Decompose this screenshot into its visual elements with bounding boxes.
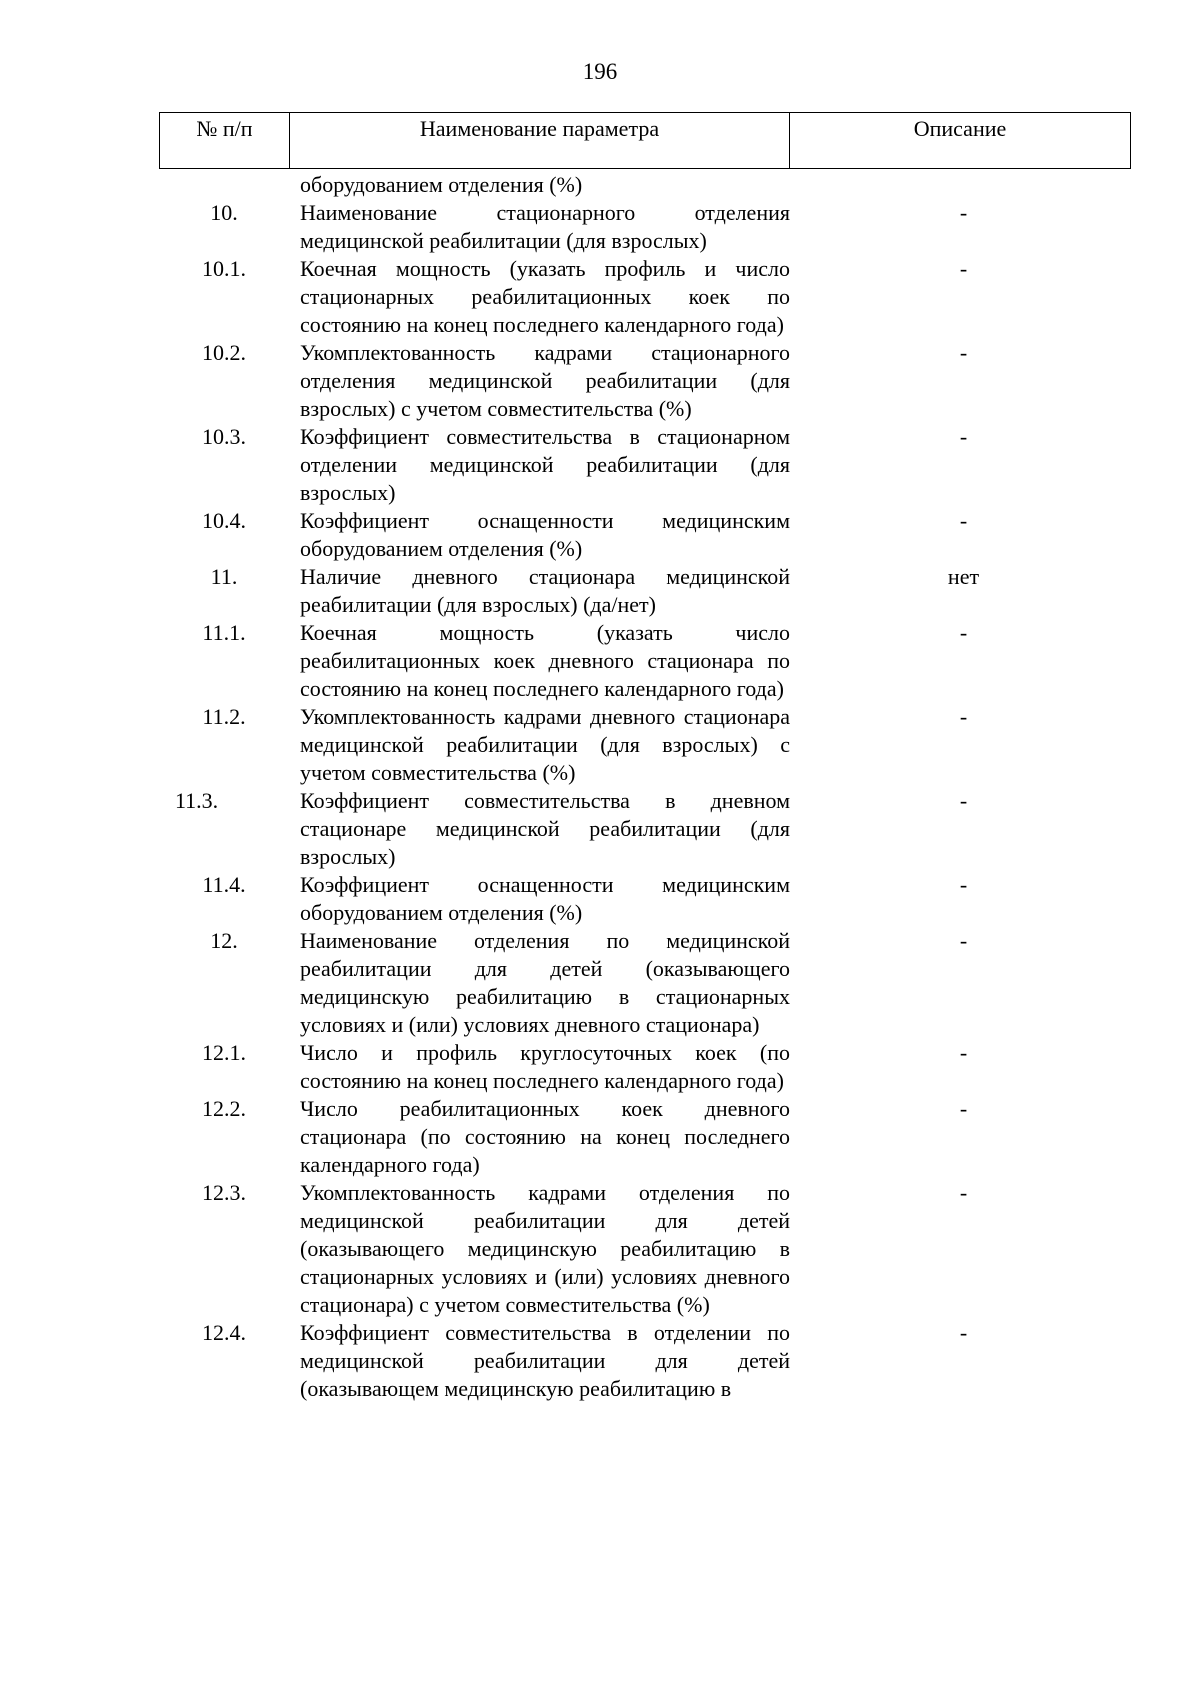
row-desc: - (959, 508, 968, 533)
row-name: Коэффициент оснащенности медицинским оборудованием отделения (%) (300, 508, 790, 561)
row-name: Укомплектованность кадрами дневного стационара медицинской реабилитации (для взрослых) с учетом совместительства (%) (300, 704, 790, 785)
row-desc: - (959, 1180, 968, 1205)
header-num: № п/п (160, 113, 290, 168)
table-row (159, 423, 1131, 507)
table-row (159, 339, 1131, 423)
page-number: 196 (582, 59, 618, 84)
table-header (159, 112, 1131, 169)
row-num: 10.4. (202, 508, 246, 533)
row-num: 11. (210, 564, 238, 589)
table-row (159, 1319, 1131, 1403)
row-name: Коэффициент совместительства в отделении по медицинской реабилитации для детей (оказывающем медицинскую реабилитацию в (300, 1320, 790, 1401)
row-num: 10.1. (202, 256, 246, 281)
row-desc: - (959, 928, 968, 953)
table-row (159, 1039, 1131, 1095)
table-row (159, 619, 1131, 703)
row-name: Коэффициент совместительства в дневном стационаре медицинской реабилитации (для взрослых) (300, 788, 790, 869)
row-num: 12. (210, 928, 238, 953)
row-name: Коечная мощность (указать профиль и число стационарных реабилитационных коек по состоянию на конец последнего календарного года) (300, 256, 790, 337)
table-row (159, 1095, 1131, 1179)
row-desc: - (959, 872, 968, 897)
table-row (159, 927, 1131, 1039)
row-num: 10.2. (202, 340, 246, 365)
row-desc: - (959, 788, 968, 813)
row-num: 11.2. (202, 704, 246, 729)
row-num: 12.3. (202, 1180, 246, 1205)
row-desc: - (959, 1096, 968, 1121)
row-name: Коэффициент оснащенности медицинским оборудованием отделения (%) (300, 872, 790, 925)
table-row (159, 787, 1131, 871)
row-name: Укомплектованность кадрами стационарного отделения медицинской реабилитации (для взрослых) с учетом совместительства (%) (300, 340, 790, 421)
row-desc: - (959, 256, 968, 281)
table-row (159, 171, 1131, 199)
row-name: Коечная мощность (указать число реабилитационных коек дневного стационара по состоянию на конец последнего календарного года) (300, 620, 790, 701)
row-desc: нет (947, 564, 980, 589)
table-body (159, 171, 1131, 1403)
row-num: 11.4. (202, 872, 246, 897)
row-name: Наименование отделения по медицинской реабилитации для детей (оказывающего медицинскую реабилитацию в стационарных условиях и (или) условиях дневного стационара) (300, 928, 790, 1037)
table-row (159, 563, 1131, 619)
row-name: Число реабилитационных коек дневного стационара (по состоянию на конец последнего календарного года) (300, 1096, 790, 1177)
row-desc: - (959, 200, 968, 225)
header-name: Наименование параметра (290, 113, 790, 168)
header-desc: Описание (913, 116, 1007, 141)
row-name: Наличие дневного стационара медицинской реабилитации (для взрослых) (да/нет) (300, 564, 790, 617)
row-num: 12.1. (202, 1040, 246, 1065)
row-num: 11.3. (175, 788, 219, 813)
row-desc: - (959, 340, 968, 365)
row-desc: - (959, 620, 968, 645)
row-name: Число и профиль круглосуточных коек (по состоянию на конец последнего календарного года) (300, 1040, 790, 1093)
row-desc: - (959, 1320, 968, 1345)
table-row (159, 507, 1131, 563)
row-desc: - (959, 424, 968, 449)
row-name: Коэффициент совместительства в стационарном отделении медицинской реабилитации (для взрослых) (300, 424, 790, 505)
row-name: оборудованием отделения (%) (300, 172, 583, 197)
row-desc: - (959, 1040, 968, 1065)
row-name: Укомплектованность кадрами отделения по медицинской реабилитации для детей (оказывающего медицинскую реабилитацию в стационарных условиях и (или) условиях дневного стационара) с учетом совместительства (%) (300, 1180, 790, 1317)
row-num: 11.1. (202, 620, 246, 645)
row-desc: - (959, 704, 968, 729)
table-row (159, 255, 1131, 339)
table-row (159, 703, 1131, 787)
row-num: 12.2. (202, 1096, 246, 1121)
table-row (159, 199, 1131, 255)
row-num: 10.3. (202, 424, 246, 449)
table-row (159, 871, 1131, 927)
row-num: 10. (210, 200, 238, 225)
table-row (159, 1179, 1131, 1319)
row-num: 12.4. (202, 1320, 246, 1345)
row-name: Наименование стационарного отделения медицинской реабилитации (для взрослых) (300, 200, 790, 253)
